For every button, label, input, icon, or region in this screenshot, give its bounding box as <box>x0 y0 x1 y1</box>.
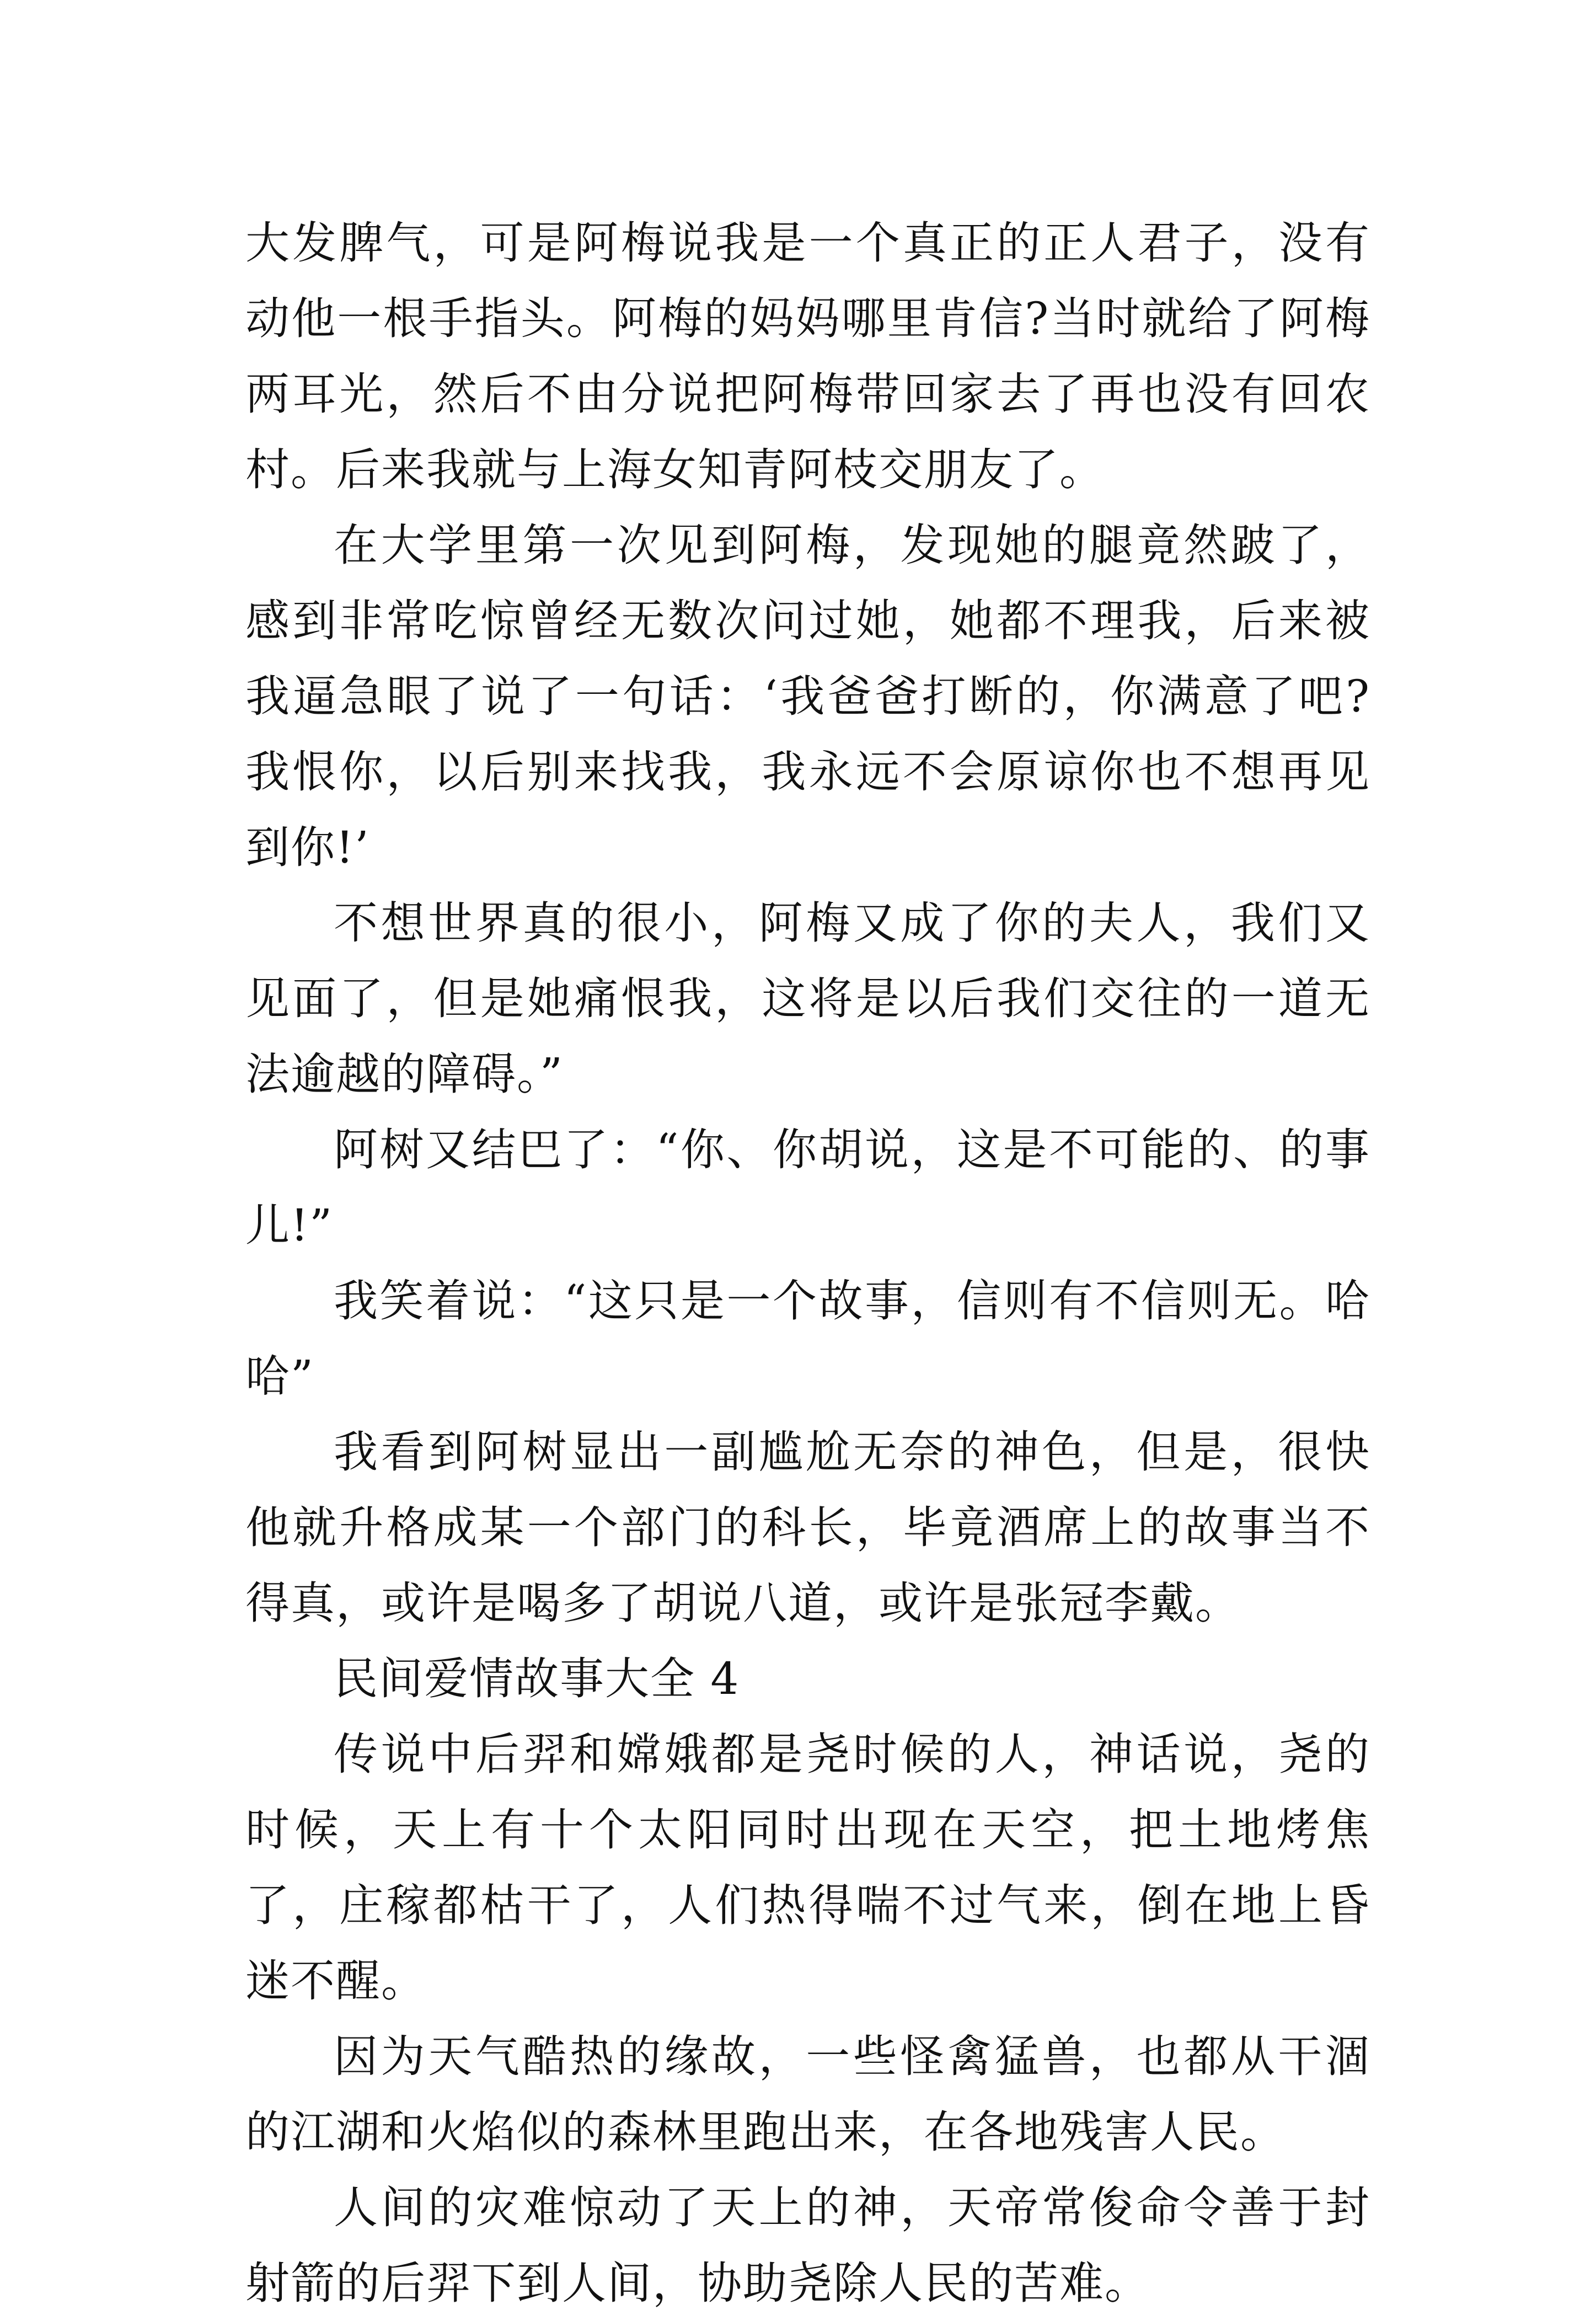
paragraph-9: 人间的灾难惊动了天上的神，天帝常俊命令善于封射箭的后羿下到人间，协助尧除人民的苦难。 <box>245 2182 1370 2309</box>
paragraph-8: 因为天气酷热的缘故，一些怪禽猛兽，也都从干涸的江湖和火焰似的森林里跑出来，在各地残害人民。 <box>245 2031 1370 2158</box>
paragraph-6: 我看到阿树显出一副尴尬无奈的神色，但是，很快他就升格成某一个部门的科长，毕竟酒席上的故事当不得真，或许是喝多了胡说八道，或许是张冠李戴。 <box>245 1426 1370 1629</box>
section-heading: 民间爱情故事大全 4 <box>334 1653 740 1704</box>
paragraph-3: 不想世界真的很小，阿梅又成了你的夫人，我们又见面了，但是她痛恨我，这将是以后我们交往的一道无法逾越的障碍。” <box>245 897 1370 1100</box>
document-body <box>245 205 1370 2321</box>
paragraph-7: 传说中后羿和嫦娥都是尧时候的人，神话说，尧的时候，天上有十个太阳同时出现在天空，把土地烤焦了，庄稼都枯干了，人们热得喘不过气来，倒在地上昏迷不醒。 <box>245 1729 1370 2007</box>
paragraph-2: 在大学里第一次见到阿梅，发现她的腿竟然跛了，感到非常吃惊曾经无数次问过她，她都不理我，后来被我逼急眼了说了一句话：‘我爸爸打断的，你满意了吧?我恨你，以后别来找我，我永远不会原谅你也不想再见到你!’ <box>245 520 1370 873</box>
paragraph-4: 阿树又结巴了：“你、你胡说，这是不可能的、的事儿!” <box>245 1124 1370 1251</box>
paragraph-5: 我笑着说：“这只是一个故事，信则有不信则无。哈哈” <box>245 1275 1370 1402</box>
paragraph-1: 大发脾气，可是阿梅说我是一个真正的正人君子，没有动他一根手指头。阿梅的妈妈哪里肯信?当时就给了阿梅两耳光，然后不由分说把阿梅带回家去了再也没有回农村。后来我就与上海女知青阿枝交朋友了。 <box>245 217 1370 495</box>
